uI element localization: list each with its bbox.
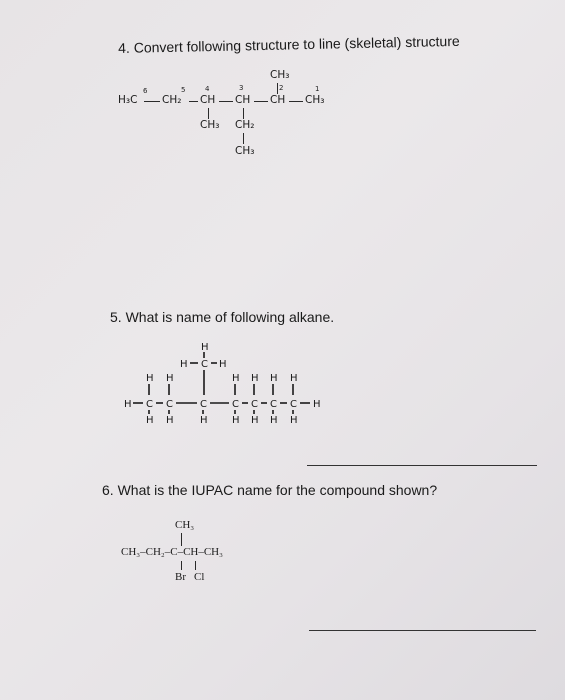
q6-bond-br	[181, 561, 182, 570]
q4-c4: CH	[200, 94, 216, 106]
q4-number-2: 2	[279, 84, 284, 92]
q4-number-3: 3	[239, 84, 244, 92]
q6-bond-cl	[195, 561, 196, 570]
q5-c3: C	[200, 399, 207, 410]
q5-h-down-3: H	[200, 415, 208, 426]
q5-h-down-1: H	[146, 415, 154, 426]
q4-number-6: 6	[143, 87, 148, 95]
q5-h-down-7: H	[290, 415, 298, 426]
q6-main-chain: CH₃–CH₂–C–CH–CH₃	[121, 546, 223, 558]
q4-top-methyl: CH₃	[270, 69, 290, 81]
q5-h-down-6: H	[270, 415, 278, 426]
q4-number-1: 1	[315, 85, 320, 93]
q4-c1: CH₃	[305, 94, 325, 106]
q5-c1: C	[146, 399, 153, 410]
q4-number-5: 5	[181, 86, 186, 94]
q5-c5: C	[251, 399, 258, 410]
answer-line-5[interactable]	[307, 465, 537, 466]
q4-c3-ethyl-ch2: CH₂	[235, 119, 255, 131]
question-6-title: 6. What is the IUPAC name for the compound shown?	[102, 482, 438, 498]
q4-c3-ethyl-ch3: CH₃	[235, 145, 255, 157]
q5-h-left: H	[124, 399, 132, 410]
q5-h-down-4: H	[232, 415, 240, 426]
q5-c7: C	[290, 399, 297, 410]
q5-h-up-4: H	[232, 373, 240, 384]
q6-bromine: Br	[175, 571, 186, 583]
q6-chlorine: Cl	[194, 571, 205, 583]
q5-c2: C	[166, 399, 173, 410]
q5-h-top: H	[201, 342, 209, 353]
q5-atoms	[124, 342, 321, 426]
q5-c4: C	[232, 399, 239, 410]
q5-h-down-2: H	[166, 415, 174, 426]
q5-h-right: H	[313, 399, 321, 410]
q5-h-up-6: H	[270, 373, 278, 384]
q4-c4-methyl: CH₃	[200, 119, 220, 131]
q4-number-4: 4	[205, 85, 210, 93]
q4-c6: H₃C	[118, 94, 138, 106]
q6-top-methyl: CH₃	[175, 519, 195, 531]
q4-c3: CH	[235, 94, 251, 106]
answer-line-6[interactable]	[309, 630, 536, 631]
q4-c5: CH₂	[162, 94, 182, 106]
q5-h-up-5: H	[251, 373, 259, 384]
q5-c-branch: C	[201, 359, 208, 370]
q5-h-branch-left: H	[180, 359, 188, 370]
q4-c2: CH	[270, 94, 286, 106]
q5-h-branch-right: H	[219, 359, 227, 370]
question-4-title: 4. Convert following structure to line (skeletal) structure	[118, 32, 460, 56]
q5-c6: C	[270, 399, 277, 410]
q5-h-up-2: H	[166, 373, 174, 384]
q5-h-up-1: H	[146, 373, 154, 384]
q5-h-down-5: H	[251, 415, 259, 426]
q5-h-up-7: H	[290, 373, 298, 384]
question-5-title: 5. What is name of following alkane.	[110, 309, 335, 325]
q6-bond-top	[181, 533, 182, 546]
